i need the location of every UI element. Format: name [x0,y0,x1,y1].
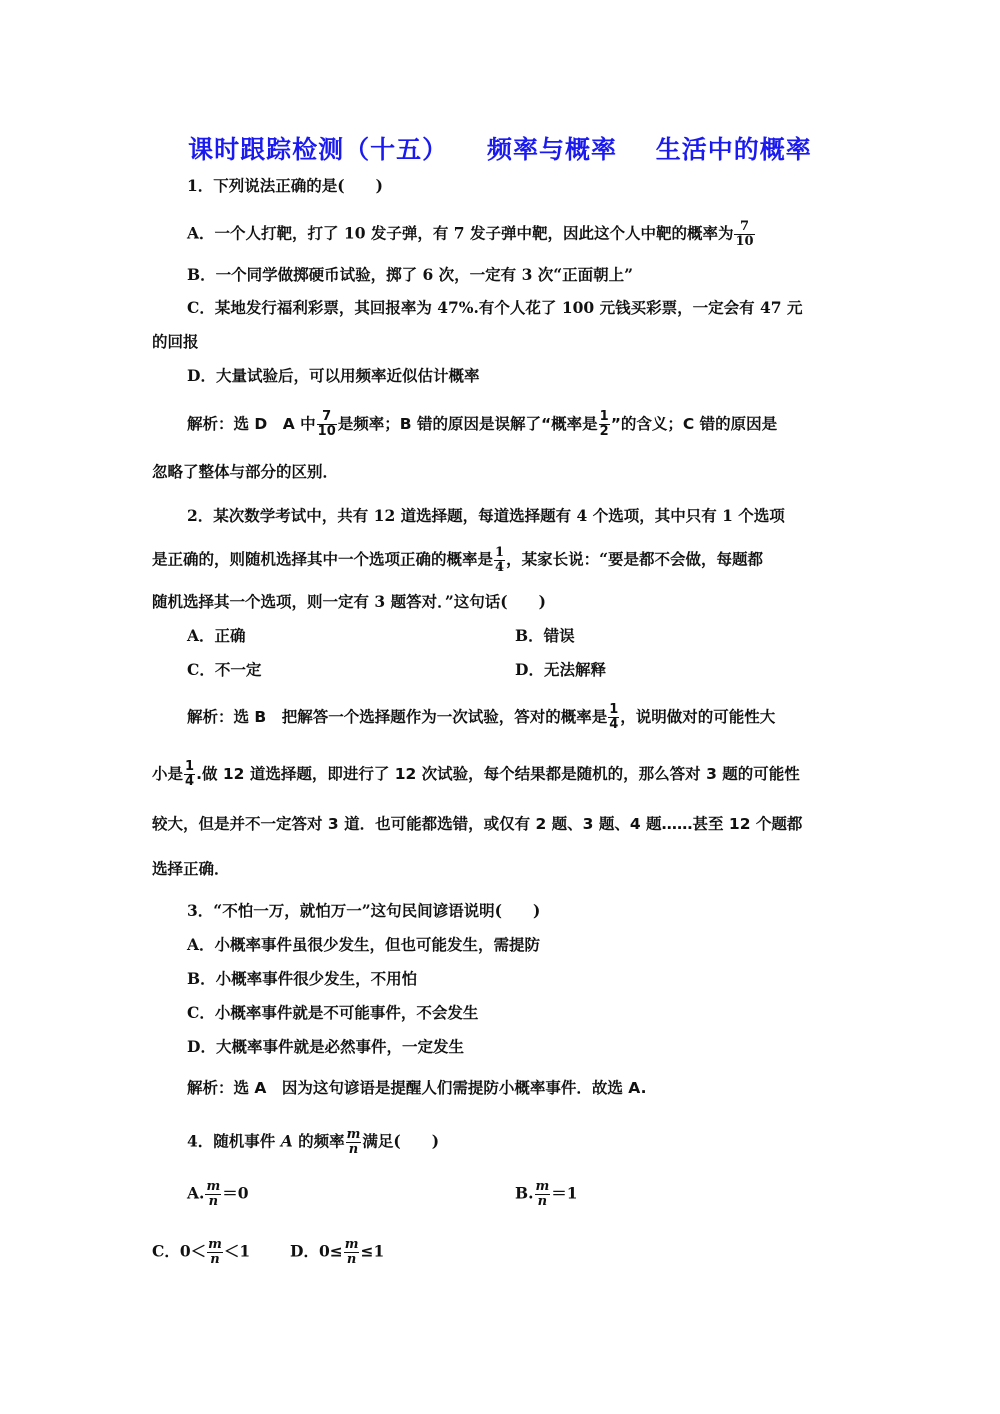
question-3-option-a: A．小概率事件虽很少发生，但也可能发生，需提防 [187,935,541,954]
question-2-analysis-line2: 小是 $\frac{1}{4}$ .做 12 道选择题，即进行了 12 次试验，每个结果都是随机的，那么答对 3 题的可能性 [152,759,800,789]
fraction: $\frac{m}{n}$ [206,1179,221,1209]
question-1-option-d: D．大量试验后，可以用频率近似估计概率 [187,366,480,385]
question-2-stem-line2: 是正确的，则随机选择其中一个选项正确的概率是 $\frac{1}{4}$ ，某家长说：“要是都不会做，每题都 [152,545,763,575]
question-2-stem-line3: 随机选择其一个选项，则一定有 3 题答对．”这句话( ) [152,592,546,611]
question-2-option-d: D．无法解释 [515,660,606,679]
fraction: $\frac{m}{n}$ [208,1237,222,1267]
question-4-option-c: C．0＜ $\frac{m}{n}$ ＜1 [152,1237,251,1267]
question-2-analysis-line4: 选择正确． [152,860,230,878]
fraction: $\frac{7}{10}$ [317,409,336,439]
question-1-option-a [187,220,756,249]
question-3-stem: 3．“不怕一万，就怕万一”这句民间谚语说明( ) [187,901,541,920]
option-text: A．一个人打靶，打了 10 发子弹，有 7 发子弹中靶，因此这个人中靶的概率为 [187,223,734,243]
question-1-option-c-cont: 的回报 [152,332,199,351]
question-1-stem: 1．下列说法正确的是( ) [187,176,383,195]
question-2-option-c: C．不一定 [187,660,262,679]
question-3-option-b: B．小概率事件很少发生，不用怕 [187,969,418,988]
fraction: $\frac{1}{4}$ [609,702,619,732]
question-1-analysis: 解析：选 D A 中 $\frac{7}{10}$ 是频率；B 错的原因是误解了“概率是 $\frac{1}{2}$ ”的含义；C 错的原因是 [187,409,778,439]
question-4-stem: 4．随机事件 A 的频率 $\frac{m}{n}$ 满足( ) [187,1127,440,1157]
question-2-option-a: A．正确 [187,626,246,645]
fraction: $\frac{1}{2}$ [599,409,609,439]
question-1-option-c: C．某地发行福利彩票，其回报率为 47%.有个人花了 100 元钱买彩票，一定会有 47 元 [187,298,803,317]
question-4-option-b: B. $\frac{m}{n}$ ＝1 [515,1179,578,1209]
question-2-stem: 2．某次数学考试中，共有 12 道选择题，每道选择题有 4 个选项，其中只有 1 个选项 [187,506,785,525]
question-1-analysis-cont: 忽略了整体与部分的区别． [152,463,339,481]
question-2-analysis-line3: 较大，但是并不一定答对 3 道．也可能都选错，或仅有 2 题、3 题、4 题……甚至 12 个题都 [152,815,803,833]
fraction: $\frac{1}{4}$ [495,545,505,575]
fraction: $\frac{1}{4}$ [185,759,195,789]
question-2-analysis: 解析：选 B 把解答一个选择题作为一次试验，答对的概率是 $\frac{1}{4}$ ，说明做对的可能性大 [187,702,776,732]
fraction: $\frac{m}{n}$ [344,1237,359,1267]
question-3-option-d: D．大概率事件就是必然事件，一定发生 [187,1037,464,1056]
question-4-option-a: A. $\frac{m}{n}$ ＝0 [187,1179,249,1209]
fraction: $\frac{m}{n}$ [535,1179,550,1209]
question-3-analysis: 解析：选 A 因为这句谚语是提醒人们需提防小概率事件．故选 A. [187,1079,647,1097]
page-title: 课时跟踪检测（十五） 频率与概率 生活中的概率 [188,135,812,164]
fraction: $\frac{m}{n}$ [346,1127,361,1157]
question-2-option-b: B．错误 [515,626,575,645]
fraction: $\frac{7}{10}$ [735,219,754,249]
question-3-option-c: C．小概率事件就是不可能事件，不会发生 [187,1003,479,1022]
question-1-option-b: B．一个同学做掷硬币试验，掷了 6 次，一定有 3 次“正面朝上” [187,265,634,284]
question-4-option-d: D．0≤ $\frac{m}{n}$ ≤1 [290,1237,385,1267]
